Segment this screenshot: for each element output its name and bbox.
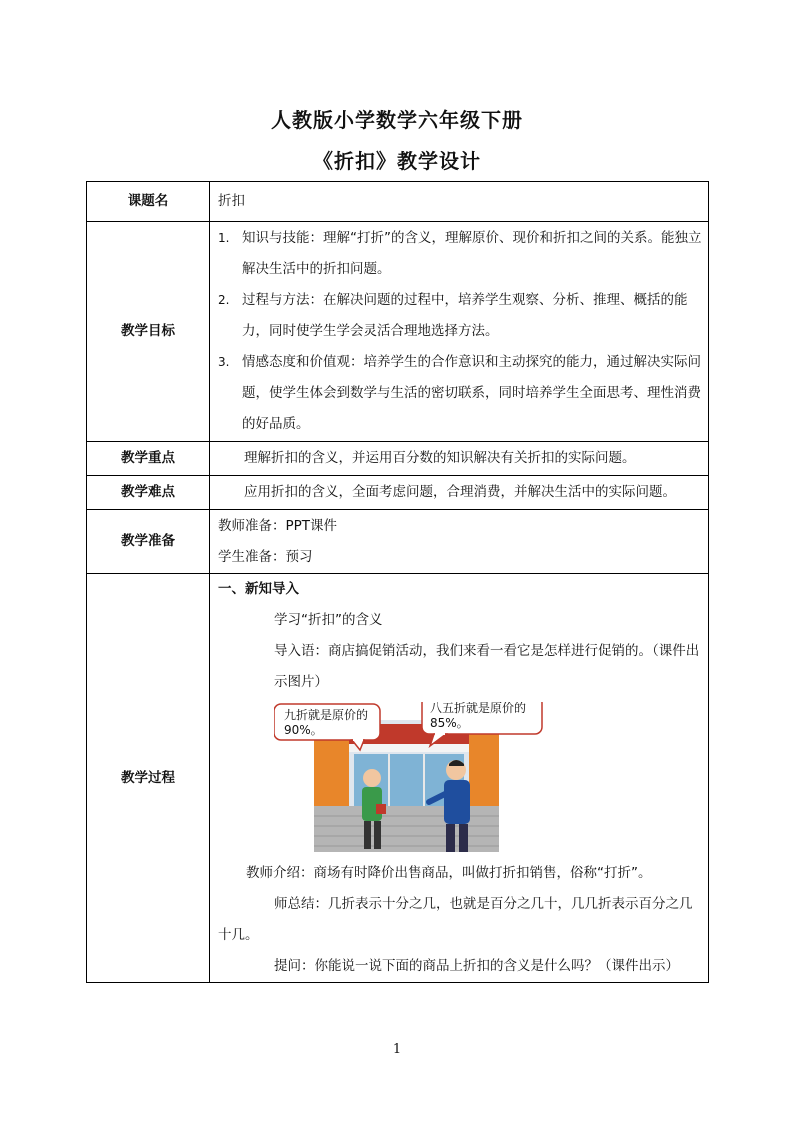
keypoint-value: 理解折扣的含义，并运用百分数的知识解决有关折扣的实际问题。: [210, 442, 709, 476]
lesson-plan-table: [86, 181, 709, 983]
process-label: 教学过程: [87, 574, 210, 983]
goal-text: 情感态度和价值观：培养学生的合作意识和主动探究的能力，通过解决实际问题，使学生体会到数学与生活的密切联系，同时培养学生全面思考、理性消费的好品质。: [242, 354, 701, 432]
bubble-left-line1: 九折就是原价的: [284, 708, 369, 722]
row-difficulty: [87, 476, 709, 510]
prep-student: 学生准备：预习: [218, 548, 313, 565]
goal-text: 过程与方法：在解决问题的过程中，培养学生观察、分析、推理、概括的能力，同时使学生学会灵活合理地选择方法。: [242, 292, 688, 339]
goal-item: [218, 285, 702, 347]
stairs: [314, 806, 499, 852]
process-paragraph: 导入语：商店搞促销活动，我们来看一看它是怎样进行促销的。（课件出示图片）: [274, 643, 700, 690]
man-body: [444, 780, 470, 824]
document-title: 人教版小学数学六年级下册: [271, 108, 523, 132]
keypoint-label: 教学重点: [87, 442, 210, 476]
sign-banner: [349, 744, 469, 752]
row-goals: [87, 222, 709, 442]
process-content: [210, 574, 709, 983]
document-subtitle: 《折扣》教学设计: [313, 149, 481, 173]
prep-teacher: 教师准备：PPT课件: [218, 517, 338, 534]
prep-label: 教学准备: [87, 510, 210, 574]
difficulty-label: 教学难点: [87, 476, 210, 510]
goal-text: 知识与技能：理解“打折”的含义，理解原价、现价和折扣之间的关系。能独立解决生活中的折扣问题。: [242, 230, 702, 277]
process-paragraph: 提问：你能说一说下面的商品上折扣的含义是什么吗？（课件出示）: [274, 958, 679, 974]
difficulty-value: 应用折扣的含义，全面考虑问题，合理消费，并解决生活中的实际问题。: [210, 476, 709, 510]
goal-item: [218, 223, 702, 285]
bubble-right-line1: 八五折就是原价的: [430, 702, 527, 715]
discount-illustration: [218, 702, 702, 852]
process-paragraph: 师总结：几折表示十分之几，也就是百分之几十，几几折表示百分之几十几。: [218, 896, 693, 943]
discount-illustration-image: [274, 702, 554, 852]
section-heading: 一、新知导入: [218, 581, 299, 597]
goal-item: [218, 347, 702, 440]
process-paragraph: 学习“折扣”的含义: [274, 612, 383, 628]
process-paragraph: 教师介绍：商场有时降价出售商品，叫做打折扣销售，俗称“打折”。: [246, 865, 652, 881]
boy-head: [363, 769, 381, 787]
gift-box: [376, 804, 386, 814]
row-topic: [87, 182, 709, 222]
topic-label: 课题名: [87, 182, 210, 222]
row-prep: [87, 510, 709, 574]
row-process: [87, 574, 709, 983]
goal-number: 2.: [218, 293, 230, 307]
goals-label: 教学目标: [87, 222, 210, 442]
goal-number: 1.: [218, 231, 230, 245]
prep-content: [210, 510, 709, 574]
goal-number: 3.: [218, 355, 230, 369]
goals-content: [210, 222, 709, 442]
bubble-right-line2: 85%。: [430, 716, 469, 730]
topic-value: 折扣: [210, 182, 709, 222]
bubble-left-line2: 90%。: [284, 723, 323, 737]
page-number: 1: [392, 1042, 402, 1057]
row-keypoint: [87, 442, 709, 476]
